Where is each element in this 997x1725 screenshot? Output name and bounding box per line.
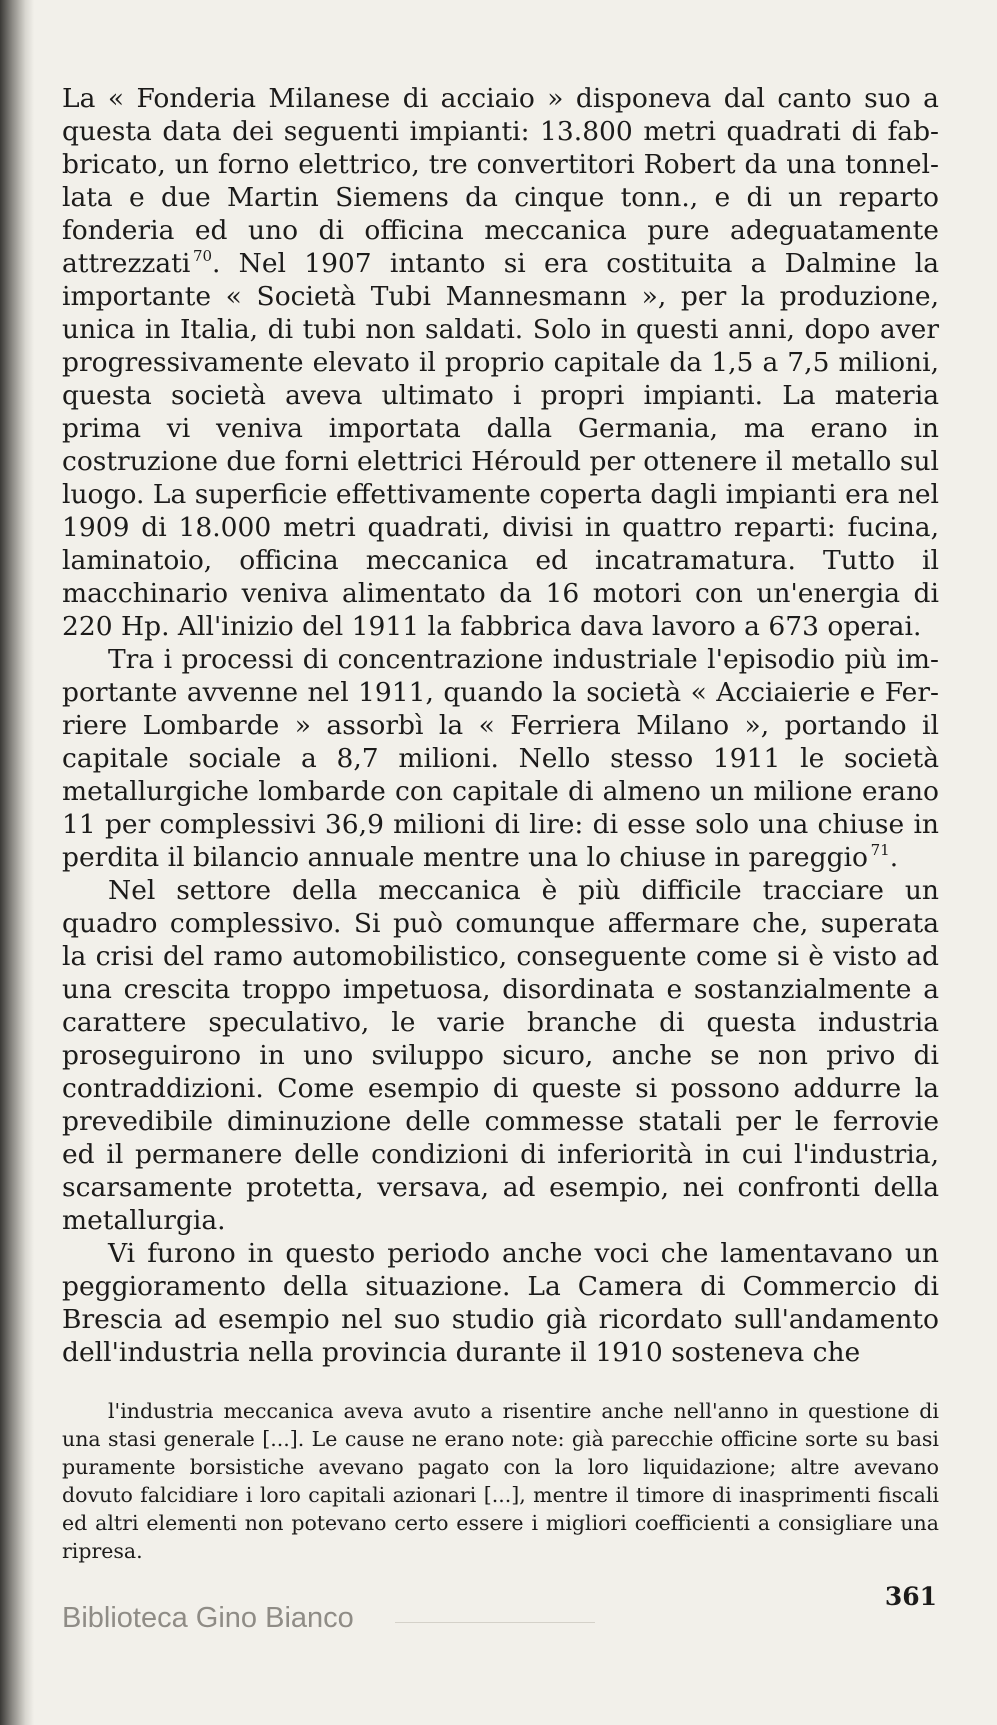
page-number: 361 — [884, 1582, 937, 1611]
paragraph-text-dalmine: Nel 1907 intanto si era costituita a Dalmine la importante « Società Tubi Mannesmann », per la produzione, unica in Italia, di tubi non saldati. Solo in questi anni, dopo aver progressivamente elevato il proprio capitale da 1,5 a 7,5 milioni, questa società aveva ultimato i propri impianti. La materia prima vi veniva importata dalla Germania, ma erano in costruzione due forni elettrici Hérould per ottenere il metallo sul luogo. La superficie effettivamente coperta dagli impianti era nel 1909 di 18.000 metri quadrati, divisi in quattro reparti: fucina, laminatoio, officina meccanica ed incatramatura. Tutto il macchinario veniva alimentato da 16 motori con un'energia di 220 Hp. All'inizio del 1911 la fabbrica dava lavoro a 673 operai. — [62, 248, 939, 642]
footnote-ref-71[interactable]: 71 — [870, 841, 890, 859]
paragraph-text: Tra i processi di concentrazione industriale l'episodio più importante avvenne nel 1911, quando la società « Acciaierie e Ferriere Lombarde » assorbì la « Ferriera Milano », portando il capitale sociale a 8,7 milioni. Nello stesso 1911 le società metallurgiche lombarde con capitale di almeno un milione erano 11 per complessivi 36,9 milioni di lire: di esse solo una chiuse in perdita il bilancio annuale mentre una lo chiuse in pareggio — [62, 644, 939, 873]
sentence-end: . — [212, 248, 221, 279]
paragraph-fonderia — [62, 82, 939, 643]
paragraph-camera-commercio: Vi furono in questo periodo anche voci che lamentavano un peggioramento della situazione. La Camera di Commercio di Brescia ad esempio nel suo studio già ricordato sull'andamento dell'industria nella provincia durante il 1910 sosteneva che — [62, 1238, 939, 1368]
watermark-rule — [395, 1622, 595, 1623]
paragraph-concentrazione — [62, 643, 939, 874]
sentence-end: . — [889, 842, 899, 873]
library-watermark: Biblioteca Gino Bianco — [62, 1602, 354, 1634]
block-quote: l'industria meccanica aveva avuto a risentire anche nell'anno in questione di una stasi generale [...]. Le cause ne erano note: già parecchie officine sorte su basi puramente borsistiche avevano pagato con la loro liquidazione; altre avevano dovuto falcidiare i loro capitali azionari [...], mentre il timore di inasprimenti fiscali ed altri elementi non potevano certo essere i migliori coefficienti a consigliare una ripresa. — [62, 1399, 939, 1563]
page-gutter-shadow — [0, 0, 34, 1725]
paragraph-text: La « Fonderia Milanese di acciaio » disponeva dal canto suo a questa data dei seguenti impianti: 13.800 metri quadrati di fabbricato, un forno elettrico, tre convertitori Robert da una tonnellata e due Martin Siemens da cinque tonn., e di un reparto fonderia ed uno di officina meccanica pure adeguatamente attrezzati — [62, 83, 939, 279]
page-body — [62, 82, 939, 1565]
footnote-ref-70[interactable]: 70 — [192, 247, 213, 265]
paragraph-meccanica: Nel settore della meccanica è più difficile tracciare un quadro complessivo. Si può comunque affermare che, superata la crisi del ramo automobilistico, conseguente come si è visto ad una crescita troppo impetuosa, disordinata e sostanzialmente a carattere speculativo, le varie branche di questa industria proseguirono in uno sviluppo sicuro, anche se non privo di contraddizioni. Come esempio di queste si possono addurre la prevedibile diminuzione delle commesse statali per le ferrovie ed il permanere delle condizioni di inferiorità in cui l'industria, scarsamente protetta, versava, ad esempio, nei confronti della metallurgia. — [62, 875, 939, 1236]
